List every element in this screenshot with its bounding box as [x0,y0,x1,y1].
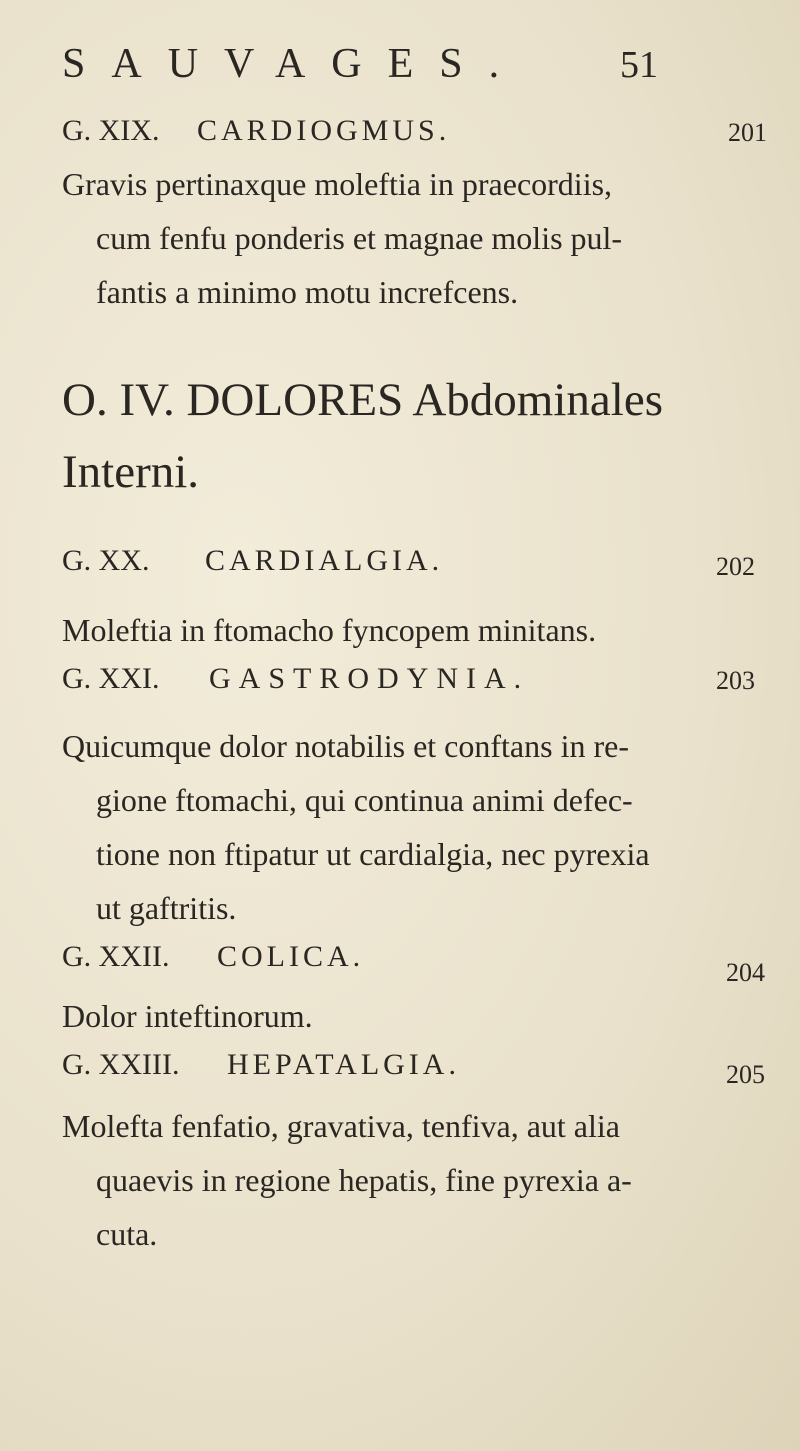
genus-number: G. XXIII. [62,1048,180,1081]
genus-heading [62,544,443,578]
genus-number: G. XXI. [62,662,160,695]
genus-name: CARDIOGMUS. [197,114,451,147]
definition-line: Molefta fenfatio, gravativa, tenfiva, aut alia [62,1108,620,1144]
definition-line: gione ftomachi, qui continua animi defec- [96,782,633,818]
genus-reference-number: 202 [716,552,755,581]
definition-line: Quicumque dolor notabilis et conftans in re- [62,728,629,764]
genus-number: G. XIX. [62,114,160,147]
genus-heading [62,114,450,148]
page-number: 51 [620,44,658,86]
definition-line: Gravis pertinaxque moleftia in praecordiis, [62,166,613,202]
genus-heading [62,662,529,696]
definition-line: quaevis in regione hepatis, fine pyrexia a- [96,1162,632,1198]
genus-reference-number: 204 [726,958,765,987]
order-heading [62,370,762,502]
genus-reference-number: 205 [726,1060,765,1089]
genus-number: G. XXII. [62,940,170,973]
definition-line: ut gaftritis. [96,890,237,926]
genus-heading [62,940,364,974]
order-subtitle: Interni. [62,446,200,498]
genus-name: COLICA. [216,940,365,973]
genus-heading [62,1048,460,1082]
running-head-title: SAUVAGES. [62,41,526,87]
definition-line: cum fenfu ponderis et magnae molis pul- [96,220,623,256]
definition-line: Moleftia in ftomacho fyncopem minitans. [62,612,597,648]
definition-line: Dolor inteftinorum. [62,998,313,1034]
definition-line: cuta. [96,1216,158,1252]
order-title: O. IV. DOLORES Abdominales [62,374,663,426]
definition-line: tione non ftipatur ut cardialgia, nec pyrexia [96,836,650,872]
genus-name: GASTRODYNIA. [209,662,530,695]
genus-number: G. XX. [62,544,150,577]
genus-name: CARDIALGIA. [205,544,444,577]
genus-name: HEPATALGIA. [226,1048,460,1081]
genus-reference-number: 203 [716,666,755,695]
genus-reference-number: 201 [728,118,767,147]
definition-line: fantis a minimo motu increfcens. [96,274,519,310]
